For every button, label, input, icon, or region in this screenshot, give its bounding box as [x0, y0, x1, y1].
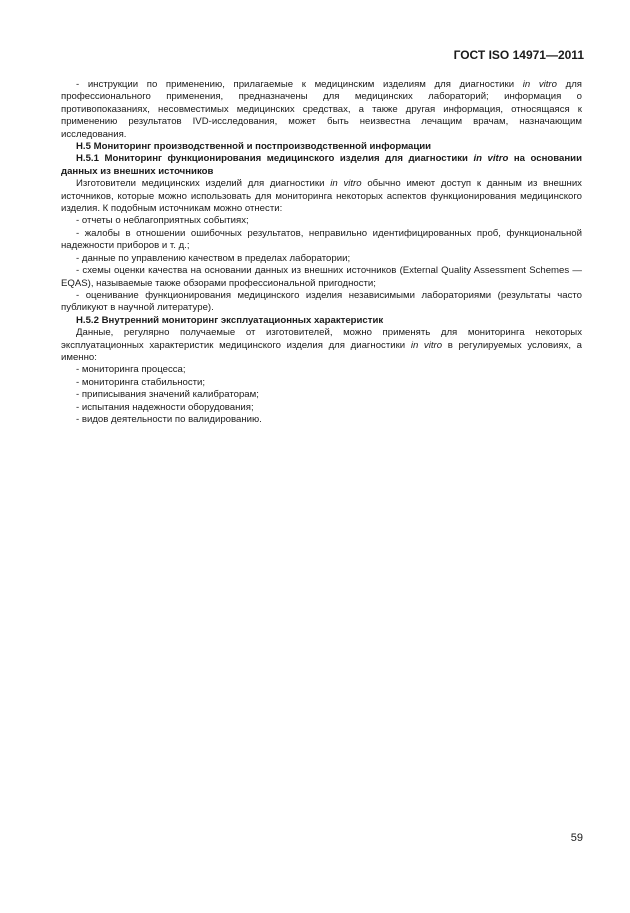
- subsection-heading-h51: Н.5.1 Мониторинг функционирования медицинского изделия для диагностики in vitro на основании данных из внешних источников: [61, 153, 582, 177]
- list-item: - оценивание функционирования медицинского изделия независимыми лабораториями (результаты часто публикуют в научной литературе).: [61, 289, 582, 314]
- page-number: 59: [570, 832, 583, 844]
- subsection-heading-h52: Н.5.2 Внутренний мониторинг эксплуатационных характеристик: [76, 314, 384, 326]
- list-item: - жалобы в отношении ошибочных результатов, неправильно идентифицированных проб, функциональной надежности приборов и т. д.;: [61, 227, 582, 252]
- section-heading-h5: Н.5 Мониторинг производственной и постпроизводственной информации: [76, 141, 432, 153]
- list-item: - отчеты о неблагоприятных событиях;: [76, 215, 249, 227]
- list-item: - приписывания значений калибраторам;: [76, 389, 259, 401]
- paragraph-instructions: - инструкции по применению, прилагаемые к медицинским изделиям для диагностики in vitro для профессионального применения, предназначены для медицинских лабораторий; информация о противопоказаниях, несовместимых медицинских средствах, а также другая информация, относящаяся к применению результатов IVD-исследования, может быть неизвестна лечащим врачам, назначающим исследования.: [61, 79, 582, 140]
- paragraph-external-sources: Изготовители медицинских изделий для диагностики in vitro обычно имеют доступ к данным из внешних источников, которые можно использовать для мониторинга некоторых аспектов функционирования медицинского изделия. К подобным источникам можно отнести:: [61, 178, 582, 215]
- document-standard-header: ГОСТ ISO 14971—2011: [453, 48, 584, 62]
- paragraph-internal-monitoring: Данные, регулярно получаемые от изготовителей, можно применять для мониторинга некоторых эксплуатационных характеристик медицинского изделия для диагностики in vitro в регулируемых условиях, а именно:: [61, 327, 582, 363]
- document-body: [61, 79, 582, 426]
- list-item: - испытания надежности оборудования;: [76, 401, 254, 413]
- list-item: - данные по управлению качеством в пределах лаборатории;: [76, 252, 351, 264]
- list-item: - видов деятельности по валидированию.: [76, 413, 262, 425]
- list-item: - схемы оценки качества на основании данных из внешних источников (External Quality Assessment Schemes — EQAS), называемые также обзорами профессиональной пригодности;: [61, 265, 582, 289]
- list-item: - мониторинга процесса;: [76, 364, 186, 376]
- list-item: - мониторинга стабильности;: [76, 376, 206, 388]
